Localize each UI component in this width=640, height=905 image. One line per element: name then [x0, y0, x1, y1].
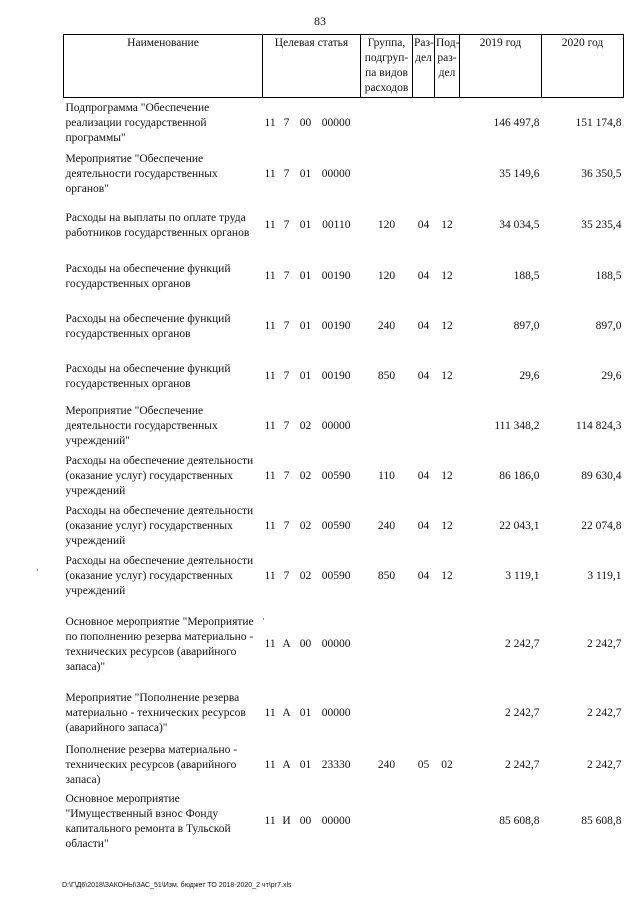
code-subprogram: 7 — [283, 570, 290, 582]
row-name: Мероприятие "Обеспечение деятельности государственных органов" — [65, 153, 218, 195]
code-event: 02 — [299, 470, 312, 482]
table-row — [64, 552, 624, 602]
row-2020: 3 119,1 — [587, 570, 622, 582]
table-row — [64, 302, 624, 352]
code-subprogram: 7 — [283, 520, 290, 532]
row-2020: 89 630,4 — [581, 470, 622, 482]
row-2020: 2 242,7 — [587, 707, 622, 719]
row-group: 110 — [378, 470, 395, 482]
row-2019: 2 242,7 — [505, 638, 540, 650]
table-row — [64, 352, 624, 402]
code-program: 11 — [264, 815, 276, 827]
code-subprogram: 7 — [283, 470, 290, 482]
row-section: 04 — [417, 219, 430, 231]
code-direction: 00110 — [322, 219, 351, 231]
code-event: 00 — [299, 815, 312, 827]
code-event: 01 — [299, 320, 312, 332]
row-name: Основное мероприятие "Имущественный взнос Фонду капитального ремонта в Тульской области" — [65, 792, 231, 850]
row-section: 04 — [417, 370, 430, 382]
table-row — [64, 402, 624, 452]
code-program: 11 — [264, 420, 276, 432]
row-group — [361, 150, 413, 200]
row-group: 240 — [377, 520, 396, 532]
col-2020-header: 2020 год — [542, 35, 624, 98]
table-row — [64, 452, 624, 502]
table-header — [64, 35, 624, 98]
code-direction: 00000 — [321, 638, 351, 650]
row-2020: 2 242,7 — [587, 759, 622, 771]
code-program: 11 — [264, 168, 276, 180]
code-subprogram: 7 — [283, 117, 290, 130]
code-direction: 00590 — [321, 470, 351, 482]
row-2020: 35 235,4 — [581, 219, 622, 231]
code-direction: 00000 — [321, 815, 351, 827]
table-row — [64, 602, 624, 688]
row-group — [361, 98, 413, 150]
row-subsection — [435, 402, 460, 452]
row-subsection: 12 — [441, 270, 453, 282]
code-direction: 00000 — [321, 420, 351, 432]
row-2020: 2 242,7 — [587, 638, 622, 650]
row-target-code — [263, 792, 361, 852]
code-direction: 00000 — [321, 707, 351, 719]
scan-mark: · — [36, 565, 39, 575]
row-subsection — [435, 688, 460, 740]
code-event: 01 — [299, 219, 312, 231]
code-program: 11 — [264, 520, 276, 532]
code-program: 11 — [264, 320, 276, 332]
row-name: Расходы на обеспечение функций государственных органов — [65, 312, 231, 340]
code-direction: 00190 — [321, 320, 351, 332]
row-subsection — [435, 98, 460, 150]
code-direction: 00000 — [321, 168, 351, 180]
row-section: 05 — [417, 759, 430, 771]
code-program: 11 — [264, 219, 276, 231]
row-group — [361, 792, 413, 852]
row-subsection — [435, 602, 460, 688]
row-target-code — [263, 452, 361, 502]
row-target-code — [263, 502, 361, 552]
row-section — [413, 792, 435, 852]
budget-table — [63, 34, 624, 852]
row-group — [361, 402, 413, 452]
row-2020: 36 350,5 — [581, 168, 622, 180]
row-group: 240 — [377, 320, 396, 332]
table-row — [64, 502, 624, 552]
col-subsection-header: Под-раз-дел — [435, 35, 460, 98]
code-event: 02 — [299, 420, 312, 432]
row-name: Пополнение резерва материально - технических ресурсов (аварийного запаса) — [65, 744, 238, 786]
code-program: 11 — [264, 638, 276, 650]
row-2019: 29,6 — [519, 370, 540, 382]
code-direction: 00590 — [321, 570, 351, 582]
code-program: 11 — [264, 470, 276, 482]
code-event: 02 — [299, 570, 312, 582]
table-row — [64, 98, 624, 150]
table-row — [64, 150, 624, 200]
row-group: 120 — [377, 270, 396, 282]
row-section: 04 — [417, 320, 430, 332]
code-direction: 23330 — [321, 759, 351, 771]
row-2019: 111 348,2 — [494, 420, 540, 432]
col-2019-header: 2019 год — [460, 35, 542, 98]
code-event: 00 — [299, 117, 312, 130]
row-name: Основное мероприятие "Мероприятие по пополнению резерва материально - технических ресурсов (аварийного запаса)" — [65, 615, 254, 673]
table-row — [64, 688, 624, 740]
code-event: 01 — [299, 370, 312, 382]
row-target-code — [263, 150, 361, 200]
scan-mark: · — [262, 614, 265, 624]
row-section: 04 — [417, 270, 430, 282]
row-2020: 188,5 — [595, 270, 622, 282]
code-subprogram: 7 — [283, 168, 290, 180]
file-path-footer: D:\Г\Д6\2018\ЗАКОНЫ\ЗАС_51\Изм. бюджет ТО 2018-2020_2 чт\рг7.xls — [62, 882, 292, 889]
row-name: Расходы на обеспечение деятельности (оказание услуг) государственных учреждений — [65, 455, 254, 497]
row-target-code — [263, 302, 361, 352]
row-2020: 114 824,3 — [575, 420, 622, 432]
code-event: 01 — [299, 168, 312, 180]
col-section-header: Раз-дел — [413, 35, 435, 98]
row-subsection: 12 — [441, 370, 453, 382]
code-program: 11 — [264, 370, 276, 382]
row-section: 04 — [417, 520, 430, 532]
row-2020: 151 174,8 — [575, 117, 622, 130]
row-2020: 897,0 — [595, 320, 622, 332]
code-subprogram: А — [282, 707, 291, 719]
code-subprogram: 7 — [283, 270, 290, 282]
row-group — [361, 688, 413, 740]
row-2019: 2 242,7 — [505, 759, 540, 771]
table-row — [64, 792, 624, 852]
row-subsection: 12 — [441, 320, 453, 332]
page-number: 83 — [314, 14, 326, 28]
col-group-header: Группа, подгруп-па видов расходов — [361, 35, 413, 98]
row-target-code — [263, 200, 361, 252]
row-2020: 29,6 — [601, 370, 622, 382]
row-group: 120 — [377, 219, 396, 231]
col-name-header: Наименование — [64, 35, 263, 98]
row-target-code — [263, 552, 361, 602]
code-subprogram: 7 — [283, 320, 290, 332]
code-program: 11 — [264, 759, 276, 771]
table-row — [64, 252, 624, 302]
code-program: 11 — [264, 570, 276, 582]
row-2019: 2 242,7 — [505, 707, 540, 719]
row-name: Расходы на обеспечение функций государственных органов — [65, 362, 231, 390]
row-section — [413, 602, 435, 688]
row-name: Мероприятие "Пополнение резерва материально - технических ресурсов (аварийного запаса)" — [65, 692, 246, 734]
row-section: 04 — [417, 470, 430, 482]
row-subsection: 02 — [441, 759, 453, 771]
code-event: 01 — [299, 707, 312, 719]
code-program: 11 — [264, 270, 276, 282]
row-2019: 35 149,6 — [499, 168, 540, 180]
row-section — [413, 688, 435, 740]
code-event: 01 — [299, 270, 312, 282]
row-subsection — [435, 792, 460, 852]
row-section — [413, 402, 435, 452]
row-group: 850 — [377, 370, 396, 382]
code-event: 01 — [299, 759, 312, 771]
row-section — [413, 150, 435, 200]
row-2019: 22 043,1 — [499, 520, 540, 532]
code-direction: 00190 — [321, 270, 351, 282]
row-subsection: 12 — [441, 470, 453, 482]
row-subsection: 12 — [441, 570, 453, 582]
row-section: 04 — [417, 570, 430, 582]
code-subprogram: И — [282, 815, 291, 827]
row-target-code — [263, 352, 361, 402]
row-2019: 146 497,8 — [493, 117, 540, 130]
code-direction: 00190 — [321, 370, 351, 382]
code-subprogram: А — [282, 759, 291, 771]
row-target-code — [263, 98, 361, 150]
row-target-code — [263, 402, 361, 452]
code-program: 11 — [264, 117, 276, 130]
row-2019: 897,0 — [513, 320, 540, 332]
row-name: Расходы на обеспечение деятельности (оказание услуг) государственных учреждений — [65, 555, 254, 597]
row-group: 240 — [377, 759, 396, 771]
code-subprogram: 7 — [283, 219, 290, 231]
code-subprogram: 7 — [283, 420, 290, 432]
code-subprogram: А — [282, 638, 291, 650]
row-target-code — [263, 252, 361, 302]
code-program: 11 — [264, 707, 276, 719]
row-name: Подпрограмма "Обеспечение реализации государственной программы" — [65, 102, 210, 145]
row-group: 850 — [377, 570, 396, 582]
row-2019: 188,5 — [513, 270, 540, 282]
row-2020: 22 074,8 — [581, 520, 622, 532]
row-name: Расходы на обеспечение функций государственных органов — [65, 262, 231, 290]
row-target-code — [263, 602, 361, 688]
row-2020: 85 608,8 — [581, 815, 622, 827]
row-2019: 3 119,1 — [505, 570, 540, 582]
row-section — [413, 98, 435, 150]
table-row — [64, 200, 624, 252]
row-name: Расходы на выплаты по оплате труда работников государственных органов — [65, 211, 250, 239]
row-subsection: 12 — [441, 520, 453, 532]
code-direction: 00590 — [321, 520, 351, 532]
col-target-header: Целевая статья — [263, 35, 361, 98]
row-subsection: 12 — [441, 219, 453, 231]
table-row — [64, 740, 624, 792]
row-2019: 34 034,5 — [499, 219, 540, 231]
row-2019: 85 608,8 — [499, 815, 540, 827]
row-group — [361, 602, 413, 688]
row-target-code — [263, 688, 361, 740]
row-name: Расходы на обеспечение деятельности (оказание услуг) государственных учреждений — [65, 505, 254, 547]
code-subprogram: 7 — [283, 370, 290, 382]
code-event: 00 — [299, 638, 312, 650]
code-event: 02 — [299, 520, 312, 532]
row-2019: 86 186,0 — [499, 470, 540, 482]
row-name: Мероприятие "Обеспечение деятельности государственных учреждений" — [65, 405, 218, 447]
code-direction: 00000 — [321, 117, 351, 130]
row-subsection — [435, 150, 460, 200]
row-target-code — [263, 740, 361, 792]
